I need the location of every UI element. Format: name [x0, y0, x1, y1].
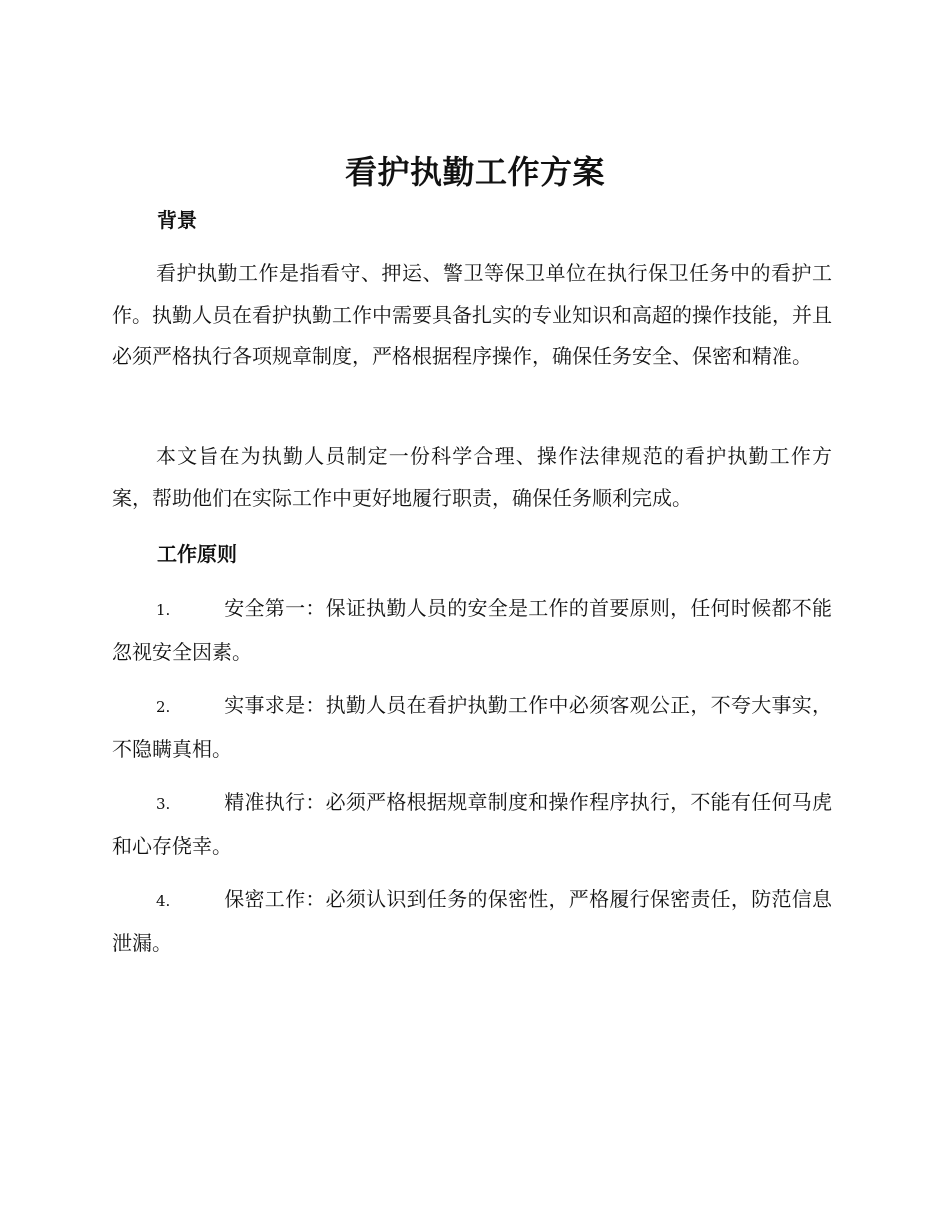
principle-text: 精准执行：必须严格根据规章制度和操作程序执行，不能有任何马虎和心存侥幸。: [112, 790, 832, 858]
section-heading-principles: 工作原则: [157, 542, 237, 566]
background-paragraph-1: 看护执勤工作是指看守、押运、警卫等保卫单位在执行保卫任务中的看护工作。执勤人员在看护执勤工作中需要具备扎实的专业知识和高超的操作技能，并且必须严格执行各项规章制度，严格根据程序操作，确保任务安全、保密和精准。: [112, 261, 832, 368]
principle-item-1: [112, 588, 832, 673]
principle-item-4: [112, 879, 832, 964]
principle-text: 安全第一：保证执勤人员的安全是工作的首要原则，任何时候都不能忽视安全因素。: [112, 596, 832, 664]
list-number: 3.: [156, 795, 171, 813]
section-heading-background: 背景: [157, 208, 197, 232]
list-number: 4.: [156, 892, 171, 910]
document-title: 看护执勤工作方案: [344, 153, 605, 191]
list-number: 2.: [156, 698, 171, 716]
principle-text: 保密工作：必须认识到任务的保密性，严格履行保密责任，防范信息泄漏。: [112, 887, 832, 955]
background-paragraph-2: 本文旨在为执勤人员制定一份科学合理、操作法律规范的看护执勤工作方案，帮助他们在实际工作中更好地履行职责，确保任务顺利完成。: [112, 444, 832, 510]
principle-item-3: [112, 782, 832, 867]
list-number: 1.: [156, 601, 171, 619]
principle-item-2: [112, 685, 832, 770]
principle-text: 实事求是：执勤人员在看护执勤工作中必须客观公正，不夸大事实，不隐瞒真相。: [112, 693, 832, 761]
